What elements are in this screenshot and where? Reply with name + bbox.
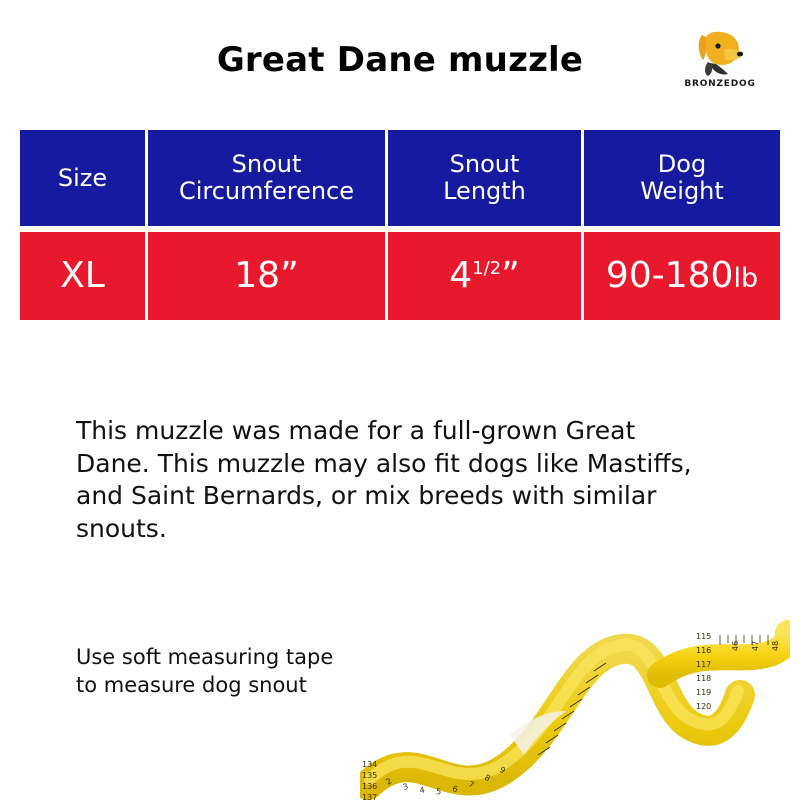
brand-logo: [672, 28, 768, 89]
column-header-size: [20, 130, 148, 226]
measuring-instruction-line1: Use soft measuring tape: [76, 645, 334, 669]
column-header-size-line1: Size: [57, 163, 108, 192]
cell-dog-weight: [584, 232, 780, 320]
svg-text:118: 118: [696, 674, 712, 683]
svg-text:3: 3: [401, 781, 410, 792]
description-text: This muzzle was made for a full-grown Great Dane. This muzzle may also fit dogs like Mastiffs, and Saint Bernards, or mix breeds with similar snouts.: [76, 416, 692, 543]
svg-text:115: 115: [696, 632, 712, 641]
column-header-snout-circumference: [148, 130, 388, 226]
column-header-snout-length: [388, 130, 584, 226]
svg-text:46: 46: [731, 640, 740, 651]
svg-text:48: 48: [771, 640, 780, 651]
svg-text:134: 134: [362, 760, 378, 769]
column-header-snout-circumference-line1: Snout: [231, 150, 302, 179]
svg-text:136: 136: [362, 782, 378, 791]
column-header-snout-circumference-line2: Circumference: [178, 177, 355, 205]
snout-length-fraction: 1/2: [472, 258, 502, 279]
column-header-dog-weight-line1: Dog: [657, 150, 707, 179]
svg-text:119: 119: [696, 688, 712, 697]
cell-snout-circumference: 18”: [148, 232, 388, 320]
snout-length-unit: ”: [501, 255, 520, 296]
column-header-dog-weight-line2: Weight: [640, 177, 724, 205]
svg-text:116: 116: [696, 646, 712, 655]
svg-text:5: 5: [435, 787, 442, 797]
svg-text:2: 2: [384, 776, 394, 787]
page-title: Great Dane muzzle: [216, 40, 584, 80]
svg-text:137: 137: [362, 793, 378, 800]
svg-text:117: 117: [696, 660, 712, 669]
svg-text:9: 9: [497, 765, 508, 776]
brand-name: BRONZEDOG: [684, 79, 756, 89]
measuring-instruction-line2: to measure dog snout: [76, 673, 307, 698]
snout-length-whole: 4: [449, 255, 473, 296]
svg-text:6: 6: [451, 784, 459, 795]
svg-text:135: 135: [362, 771, 378, 780]
column-header-snout-length-line2: Length: [443, 177, 526, 205]
svg-text:120: 120: [696, 702, 712, 711]
table-header-row: [20, 130, 780, 226]
dog-weight-unit: lb: [733, 263, 759, 294]
svg-text:8: 8: [483, 772, 492, 784]
table-row: [20, 232, 780, 320]
svg-text:47: 47: [751, 640, 760, 651]
size-chart-table: [20, 130, 780, 320]
column-header-dog-weight: [584, 130, 780, 226]
dog-head-logo-icon: [672, 28, 768, 78]
cell-snout-length: [388, 232, 584, 320]
header: [0, 0, 800, 118]
svg-text:7: 7: [467, 779, 476, 790]
measuring-tape-illustration: [360, 615, 790, 800]
svg-text:4: 4: [419, 785, 426, 795]
dog-weight-value: 90-180: [605, 255, 734, 296]
cell-size: XL: [20, 232, 148, 320]
column-header-snout-length-line1: Snout: [449, 150, 520, 179]
